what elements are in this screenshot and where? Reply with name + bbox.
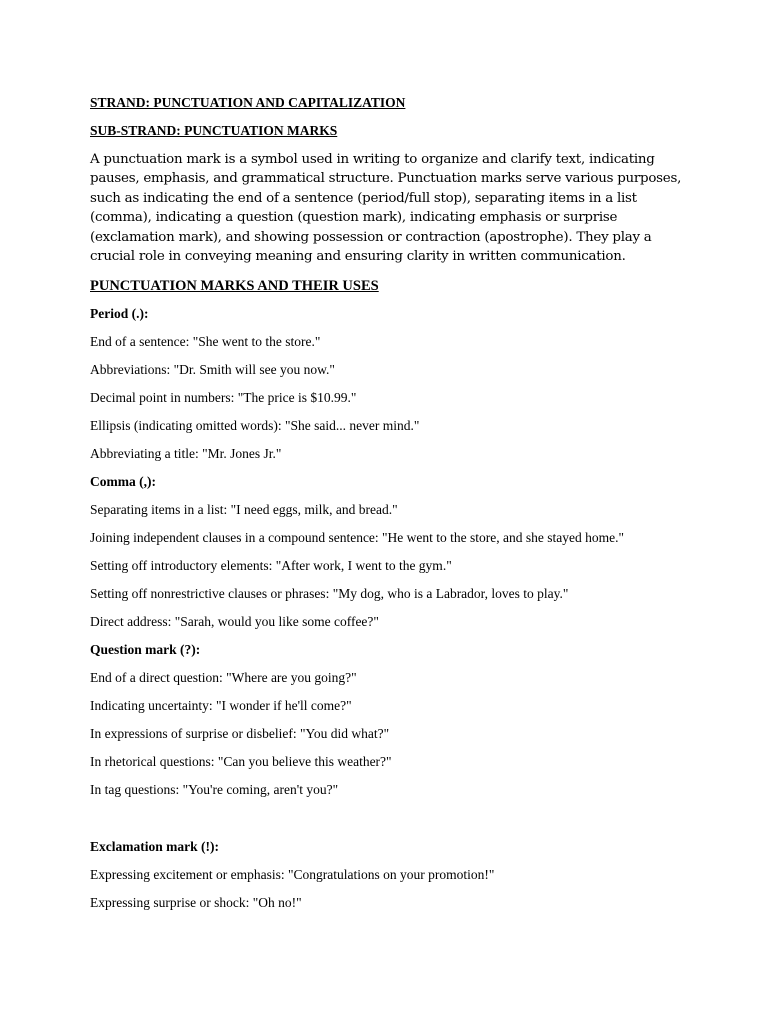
section-title: PUNCTUATION MARKS AND THEIR USES bbox=[90, 278, 379, 294]
section-heading-comma: Comma (,): bbox=[90, 474, 156, 489]
list-item: Abbreviating a title: "Mr. Jones Jr." bbox=[90, 446, 282, 461]
list-item: Indicating uncertainty: "I wonder if he'll come?" bbox=[90, 698, 352, 713]
list-item: Setting off introductory elements: "After work, I went to the gym." bbox=[90, 558, 452, 573]
list-item: Direct address: "Sarah, would you like some coffee?" bbox=[90, 614, 379, 629]
list-item: In rhetorical questions: "Can you believe this weather?" bbox=[90, 754, 392, 769]
list-item: Expressing surprise or shock: "Oh no!" bbox=[90, 895, 302, 910]
intro-paragraph: A punctuation mark is a symbol used in writing to organize and clarify text, indicating pauses, emphasis, and grammatical structure. Punctuation marks serve various purposes, such as indicating the end of a sentence (period/full stop), separating items in a list (comma), indicating a question (question mark), indicating emphasis or surprise (exclamation mark), and showing possession or contraction (apostrophe). They play a crucial role in conveying meaning and ensuring clarity in written communication. bbox=[90, 152, 682, 265]
strand-heading: STRAND: PUNCTUATION AND CAPITALIZATION bbox=[90, 95, 406, 110]
list-item: Ellipsis (indicating omitted words): "She said... never mind." bbox=[90, 418, 420, 433]
list-item: Setting off nonrestrictive clauses or phrases: "My dog, who is a Labrador, loves to play." bbox=[90, 586, 569, 601]
list-item: Decimal point in numbers: "The price is $10.99." bbox=[90, 390, 357, 405]
list-item: End of a direct question: "Where are you going?" bbox=[90, 670, 357, 685]
list-item: Abbreviations: "Dr. Smith will see you now." bbox=[90, 362, 335, 377]
section-heading-period: Period (.): bbox=[90, 306, 149, 321]
list-item: Joining independent clauses in a compound sentence: "He went to the store, and she stayed home." bbox=[90, 530, 625, 545]
sub-strand-heading: SUB-STRAND: PUNCTUATION MARKS bbox=[90, 123, 338, 138]
list-item: In expressions of surprise or disbelief: "You did what?" bbox=[90, 726, 390, 741]
list-item: End of a sentence: "She went to the store." bbox=[90, 334, 321, 349]
list-item: Separating items in a list: "I need eggs, milk, and bread." bbox=[90, 502, 398, 517]
list-item: Expressing excitement or emphasis: "Congratulations on your promotion!" bbox=[90, 867, 495, 882]
section-heading-exclamation-mark: Exclamation mark (!): bbox=[90, 839, 219, 854]
section-heading-question-mark: Question mark (?): bbox=[90, 642, 201, 657]
list-item: In tag questions: "You're coming, aren't you?" bbox=[90, 782, 339, 797]
